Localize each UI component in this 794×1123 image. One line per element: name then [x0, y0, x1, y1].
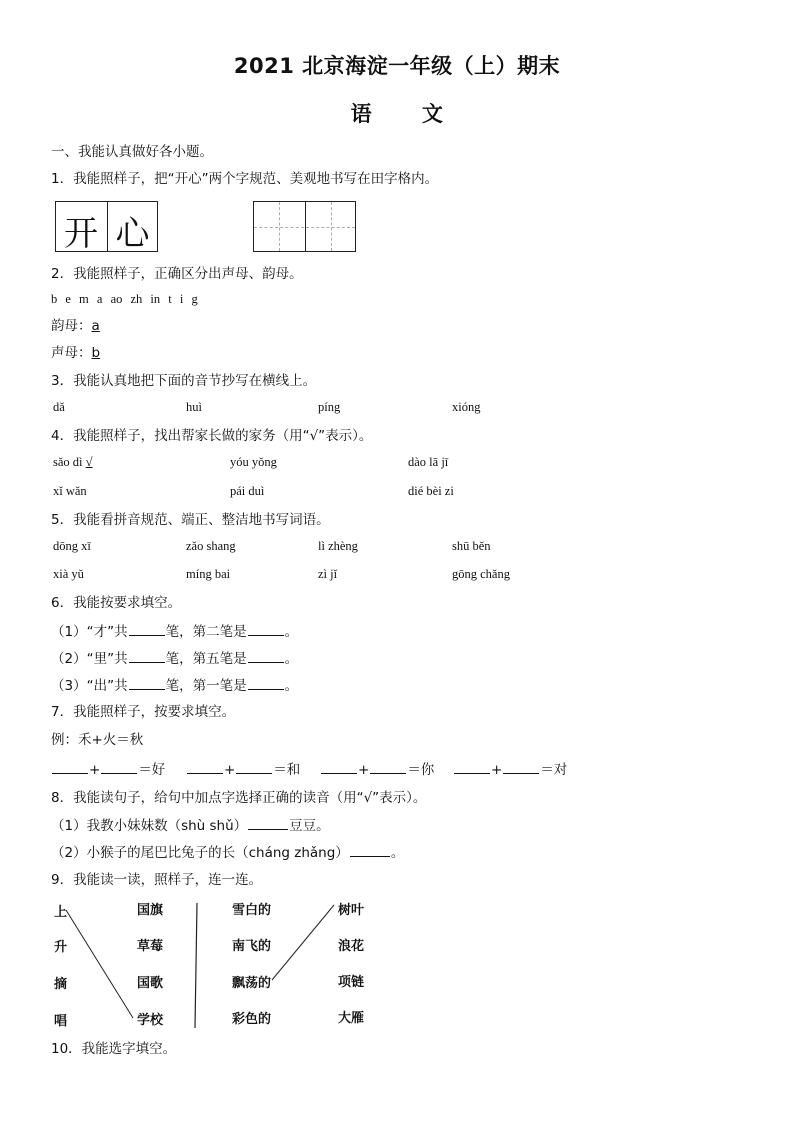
- check-mark: √: [85, 455, 93, 469]
- sentence-text: （1）我教小妹妹数（shù shǔ）: [51, 818, 248, 834]
- verb-item[interactable]: 唱: [54, 1014, 68, 1029]
- yunmu-answer: a: [91, 318, 100, 334]
- pinyin-word: míng bai: [186, 567, 231, 581]
- object-item[interactable]: 大雁: [338, 1011, 365, 1026]
- adjective-item[interactable]: 飘荡的: [232, 976, 272, 991]
- pinyin-word: xià yǔ: [53, 567, 84, 581]
- chore-item: pái duì: [230, 484, 265, 498]
- q1-prompt: 1．我能照样子，把“开心”两个字规范、美观地书写在田字格内。: [51, 171, 439, 187]
- stroke-text: 笔，第一笔是: [165, 678, 247, 694]
- stroke-text: 。: [284, 651, 299, 667]
- sentence-text: （2）小猴子的尾巴比兔子的长（cháng zhǎng）: [51, 845, 349, 861]
- stroke-text: 笔，第五笔是: [165, 651, 247, 667]
- plus-sign: +: [358, 762, 370, 778]
- adjective-item[interactable]: 南飞的: [232, 939, 272, 954]
- adjective-item[interactable]: 雪白的: [232, 903, 272, 918]
- pinyin-word: gōng chǎng: [452, 567, 510, 581]
- sentence-text: 豆豆。: [289, 818, 330, 834]
- q3-prompt: 3．我能认真地把下面的音节抄写在横线上。: [51, 373, 317, 389]
- q6-prompt: 6．我能按要求填空。: [51, 595, 182, 611]
- compose-result: ＝和: [273, 762, 301, 778]
- stroke-text: （2）“里”共: [51, 651, 128, 667]
- compose-result: ＝对: [540, 762, 568, 778]
- plus-sign: +: [224, 762, 236, 778]
- syllable: píng: [318, 400, 341, 414]
- stroke-text: 。: [284, 624, 299, 640]
- compose-result: ＝好: [138, 762, 166, 778]
- object-item[interactable]: 浪花: [338, 939, 365, 954]
- chore-item: dào lā jī: [408, 455, 449, 469]
- noun-item[interactable]: 国歌: [137, 976, 164, 991]
- verb-item[interactable]: 摘: [54, 977, 68, 992]
- noun-item[interactable]: 学校: [137, 1013, 164, 1028]
- sample-char: 心: [115, 214, 150, 254]
- chore-item: dié bèi zi: [408, 484, 454, 498]
- shengmu-answer: b: [91, 345, 101, 361]
- pinyin-word: zǎo shang: [186, 539, 236, 553]
- letters-list: b e m a ao zh in t i g: [51, 292, 198, 306]
- object-item[interactable]: 项链: [338, 975, 365, 990]
- adjective-item[interactable]: 彩色的: [232, 1012, 272, 1027]
- q8-prompt: 8．我能读句子，给句中加点字选择正确的读音（用“√”表示）。: [51, 790, 427, 806]
- syllable: xióng: [452, 400, 481, 414]
- q5-prompt: 5．我能看拼音规范、端正、整洁地书写词语。: [51, 512, 330, 528]
- pinyin-word: shū běn: [452, 539, 491, 553]
- page-title: 2021 北京海淀一年级（上）期末: [233, 54, 561, 78]
- q2-prompt: 2．我能照样子，正确区分出声母、韵母。: [51, 266, 303, 282]
- noun-item[interactable]: 草莓: [137, 939, 164, 954]
- syllable: dǎ: [53, 400, 65, 414]
- pinyin-word: dōng xī: [53, 539, 91, 553]
- yunmu-label: 韵母：: [51, 318, 92, 334]
- stroke-text: 。: [284, 678, 299, 694]
- connector-line: [272, 905, 334, 980]
- shengmu-label: 声母：: [51, 345, 92, 361]
- stroke-text: （3）“出”共: [51, 678, 128, 694]
- chore-item: xǐ wǎn: [53, 484, 87, 498]
- q4-prompt: 4．我能照样子，找出帮家长做的家务（用“√”表示）。: [51, 428, 373, 444]
- compose-result: ＝你: [407, 762, 435, 778]
- q10-prompt: 10．我能选字填空。: [51, 1041, 177, 1057]
- section-heading: 一、我能认真做好各小题。: [51, 144, 213, 160]
- syllable: huì: [186, 400, 202, 414]
- chore-label: sǎo dì: [53, 455, 83, 469]
- pinyin-word: zì jǐ: [318, 567, 338, 581]
- sample-char: 开: [64, 214, 98, 254]
- q9-prompt: 9．我能读一读，照样子，连一连。: [51, 872, 263, 888]
- stroke-text: （1）“才”共: [51, 624, 128, 640]
- sentence-text: 。: [390, 845, 405, 861]
- connector-line: [66, 910, 133, 1018]
- stroke-text: 笔，第二笔是: [165, 624, 247, 640]
- object-item[interactable]: 树叶: [338, 903, 365, 918]
- column-divider: [195, 903, 197, 1028]
- pinyin-word: lì zhèng: [318, 539, 358, 553]
- verb-item[interactable]: 上: [54, 905, 68, 920]
- plus-sign: +: [89, 762, 101, 778]
- verb-item[interactable]: 升: [54, 940, 68, 955]
- plus-sign: +: [491, 762, 503, 778]
- noun-item[interactable]: 国旗: [137, 903, 164, 918]
- q7-example: 例：禾+火＝秋: [51, 732, 144, 748]
- q7-prompt: 7．我能照样子，按要求填空。: [51, 704, 236, 720]
- page-subtitle: 语 文: [350, 102, 444, 126]
- chore-item: yóu yǒng: [230, 455, 277, 469]
